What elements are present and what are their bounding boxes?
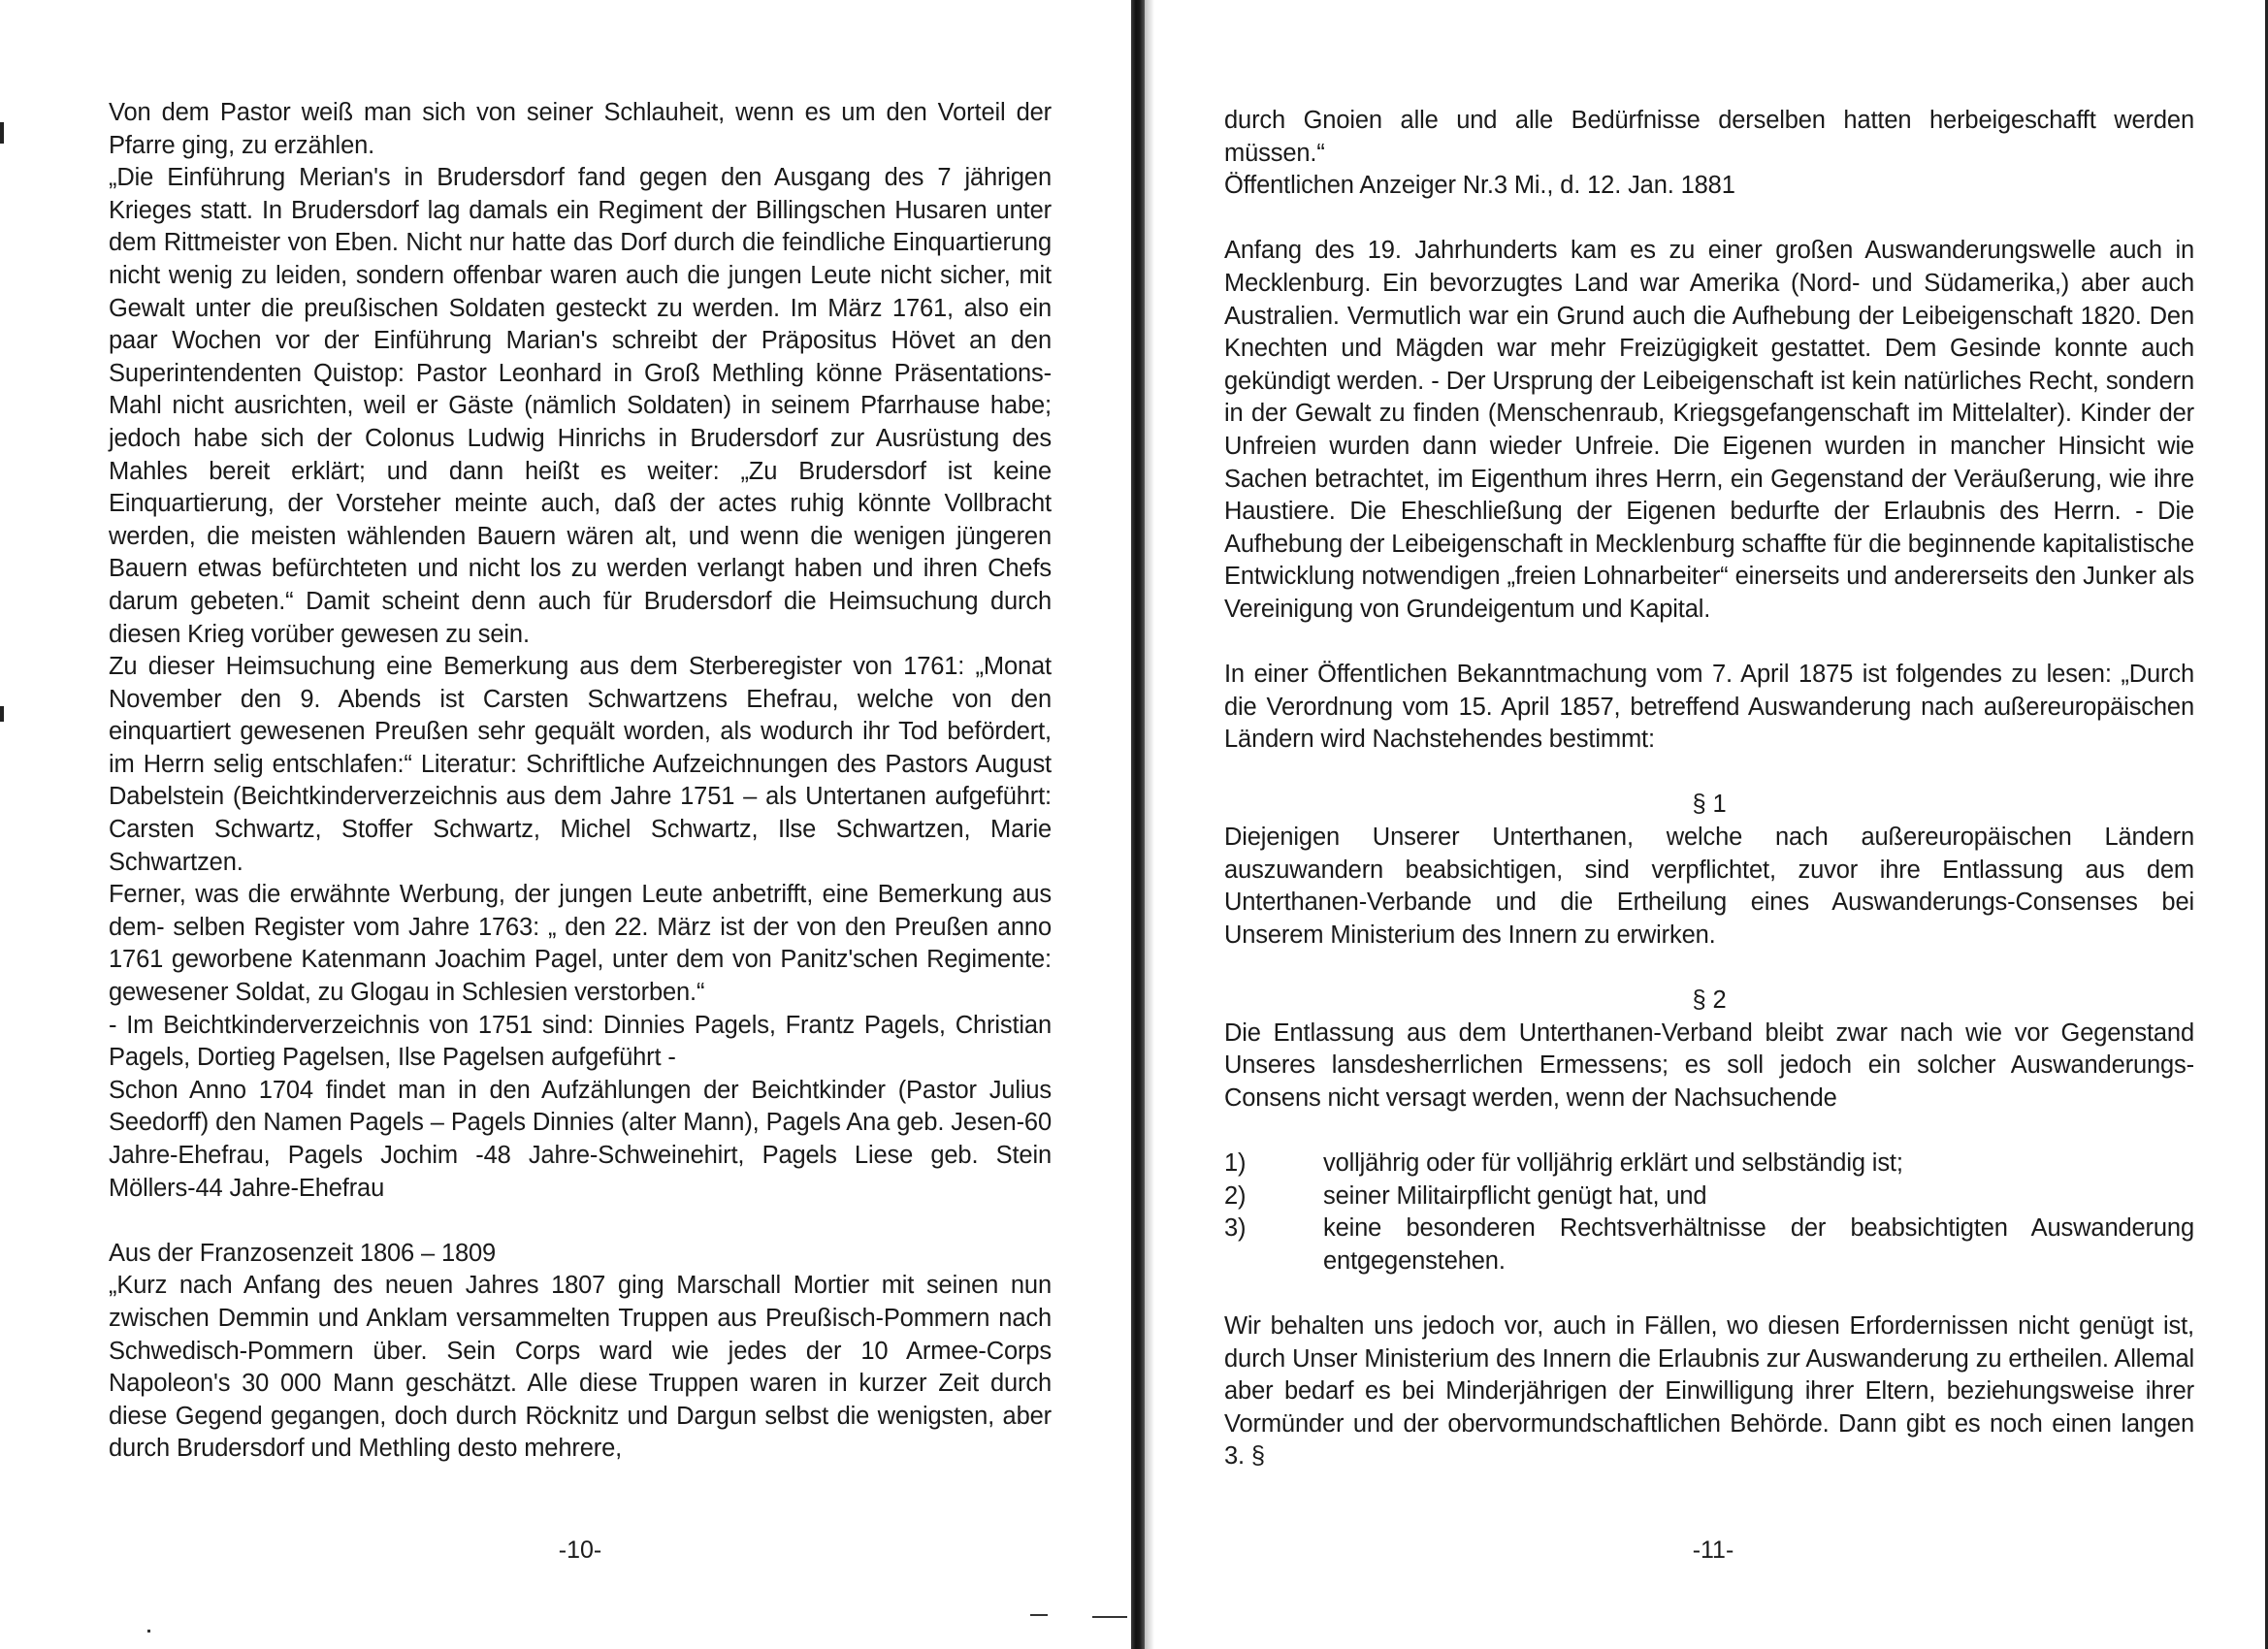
section-heading-franzosenzeit: Aus der Franzosenzeit 1806 – 1809 bbox=[109, 1239, 497, 1267]
condition-number: 2) bbox=[1224, 1181, 1247, 1210]
left-page bbox=[0, 0, 1133, 1649]
left-page-text bbox=[109, 97, 1052, 1466]
section-2-heading: § 2 bbox=[1692, 986, 1727, 1015]
spacer bbox=[1224, 1115, 2194, 1148]
scan-speck bbox=[1030, 1614, 1048, 1616]
scan-speck bbox=[147, 1630, 150, 1633]
page-number-left: -10- bbox=[558, 1536, 602, 1564]
spacer bbox=[1224, 1277, 2194, 1310]
source-citation: Öffentlichen Anzeiger Nr.3 Mi., d. 12. Jan. 1881 bbox=[1224, 172, 1735, 200]
paragraph-franzosenzeit: „Kurz nach Anfang des neuen Jahres 1807 ging Marschall Mortier mit seinen nun zwischen Demmin und Anklam versammelten Truppen aus Preußisch-Pommern nach Schwedisch-Pommern über. Sein Corps ward wie jedes der 10 Armee-Corps Napoleon's 30 000 Mann geschätzt. Alle diese Truppen waren in kurzer Zeit durch diese Gegend gegangen, doch durch Röcknitz und Dargun selbst die wenigsten, aber durch Brudersdorf und Methling desto mehrere, bbox=[109, 1272, 1052, 1463]
condition-text: keine besonderen Rechtsverhältnisse der beabsichtigten Auswanderung entgegenstehen. bbox=[1323, 1214, 2194, 1275]
condition-text: seiner Militairpflicht genügt hat, und bbox=[1323, 1181, 1707, 1210]
scan-mark bbox=[0, 122, 4, 144]
scan-speck bbox=[1092, 1616, 1127, 1618]
paragraph-beichtkinder-1751: - Im Beichtkinderverzeichnis von 1751 sind: Dinnies Pagels, Frantz Pagels, Christian Pagels, Dortieg Pagelsen, Ilse Pagelsen aufgeführt - bbox=[109, 1011, 1052, 1072]
condition-item bbox=[1224, 1148, 2194, 1180]
page-number-right: -11- bbox=[1692, 1536, 1734, 1564]
paragraph-bekanntmachung: In einer Öffentlichen Bekanntmachung vom 7. April 1875 ist folgendes zu lesen: „Durch die Verordnung vom 15. April 1857, betreffend Auswanderung nach außereuropäischen Ländern wird Nachstehendes bestimmt: bbox=[1224, 661, 2194, 754]
section-2-text: Die Entlassung aus dem Unterthanen-Verband bleibt zwar nach wie vor Gegenstand Unseres lansdesherrlichen Ermessens; es soll jedoch ein solcher Auswanderungs-Consens nicht versagt werden, wenn der Nachsuchende bbox=[1224, 1018, 2194, 1112]
section-1-heading: § 1 bbox=[1692, 791, 1727, 819]
spacer bbox=[1224, 203, 2194, 236]
paragraph-closing: Wir behalten uns jedoch vor, auch in Fällen, wo diesen Erfordernissen nicht genügt ist, durch Unser Ministerium des Innern die Erlaubnis zur Auswanderung zu ertheilen. Allemal aber bedarf es bei Minderjährigen der Einwilligung ihrer Eltern, beziehungsweise ihrer Vormünder und der obervormundschaftlichen Behörde. Dann gibt es noch einen langen 3. § bbox=[1224, 1311, 2194, 1471]
conditions-list bbox=[1224, 1148, 2194, 1277]
book-gutter bbox=[1131, 0, 1145, 1649]
condition-number: 1) bbox=[1224, 1149, 1247, 1177]
spacer bbox=[1224, 757, 2194, 790]
section-1-text: Diejenigen Unserer Unterthanen, welche nach außereuropäischen Ländern auszuwandern beabsichtigen, sind verpflichtet, zuvor ihre Entlassung aus dem Unterthanen-Verbande und die Ertheilung eines Auswanderungs-Consenses bei Unserem Ministerium des Innern zu erwirken. bbox=[1224, 824, 2194, 949]
condition-item bbox=[1224, 1212, 2194, 1277]
spacer bbox=[1224, 627, 2194, 660]
scan-mark bbox=[0, 706, 4, 722]
paragraph-continuation: durch Gnoien alle und alle Bedürfnisse derselben hatten herbeigeschafft werden müssen.“ bbox=[1224, 107, 2194, 167]
condition-item bbox=[1224, 1180, 2194, 1213]
paragraph-pastor: Von dem Pastor weiß man sich von seiner Schlauheit, wenn es um den Vorteil der Pfarre ging, zu erzählen. bbox=[109, 99, 1052, 159]
paragraph-auswanderung: Anfang des 19. Jahrhunderts kam es zu einer großen Auswanderungswelle auch in Mecklenburg. Ein bevorzugtes Land war Amerika (Nord- und Südamerika,) aber auch Australien. Vermutlich war ein Grund auch die Aufhebung der Leibeigenschaft 1820. Den Knechten und Mägden war mehr Freizügigkeit gestattet. Dem Gesinde konnte auch gekündigt werden. - Der Ursprung der Leibeigenschaft ist kein natürliches Recht, sondern in der Gewalt zu finden (Menschenraub, Kriegsgefangenschaft im Mittelalter). Kinder der Unfreien wurden dann wieder Unfreie. Die Eigenen wurden in mancher Hinsicht wie Sachen betrachtet, im Eigenthum ihres Herrn, ein Gegenstand der Veräußerung, wie ihre Haustiere. Die Eheschließung der Eigenen bedurfte der Erlaubnis des Herrn. - Die Aufhebung der Leibeigenschaft in Mecklenburg schaffte für die beginnende kapitalistische Entwicklung notwendigen „freien Lohnarbeiter“ einerseits und andererseits den Junker als Vereinigung von Grundeigentum und Kapital. bbox=[1224, 237, 2194, 623]
condition-number: 3) bbox=[1224, 1214, 1247, 1243]
paragraph-werbung: Ferner, was die erwähnte Werbung, der jungen Leute anbetrifft, eine Bemerkung aus dem- selben Register vom Jahre 1763: „ den 22. März ist der von den Preußen anno 1761 geworbene Katenmann Joachim Pagel, unter dem von Panitz'schen Regimente: gewesener Soldat, zu Glogau in Schlesien verstorben.“ bbox=[109, 881, 1052, 1007]
paragraph-merian: „Die Einführung Merian's in Brudersdorf fand gegen den Ausgang des 7 jährigen Krieges statt. In Brudersdorf lag damals ein Regiment der Billingschen Husaren unter dem Rittmeister von Eben. Nicht nur hatte das Dorf durch die feindliche Einquartierung nicht wenig zu leiden, sondern offenbar waren auch die jungen Leute nicht sicher, mit Gewalt unter die preußischen Soldaten gesteckt zu werden. Im März 1761, also ein paar Wochen vor der Einführung Marian's schreibt der Präpositus Hövet an den Superintendenten Quistop: Pastor Leonhard in Groß Methling könne Präsentations-Mahl nicht ausrichten, weil er Gäste (nämlich Soldaten) in seinem Pfarrhause habe; jedoch habe sich der Colonus Ludwig Hinrichs in Brudersdorf zur Ausrüstung des Mahles bereit erklärt; und dann heißt es weiter: „Zu Brudersdorf ist keine Einquartierung, der Vorsteher meinte auch, daß der actes ruhig könnte Vollbracht werden, die meisten wählenden Bauern wären alt, und wenn die wenigen jüngeren Bauern etwas befürchteten und nicht los zu werden verlangt haben und ihren Chefs darum gebeten.“ Damit scheint denn auch für Brudersdorf die Heimsuchung durch diesen Krieg vorüber gewesen zu sein. bbox=[109, 164, 1052, 648]
condition-text: volljährig oder für volljährig erklärt und selbständig ist; bbox=[1323, 1149, 1903, 1177]
right-page bbox=[1150, 0, 2268, 1649]
spacer bbox=[1224, 952, 2194, 985]
spacer bbox=[109, 1205, 1052, 1238]
paragraph-beichtkinder-1704: Schon Anno 1704 findet man in den Aufzählungen der Beichtkinder (Pastor Julius Seedorff) den Namen Pagels – Pagels Dinnies (alter Mann), Pagels Ana geb. Jesen-60 Jahre-Ehefrau, Pagels Jochim -48 Jahre-Schweinehirt, Pagels Liese geb. Stein Möllers-44 Jahre-Ehefrau bbox=[109, 1076, 1052, 1202]
paragraph-sterberegister: Zu dieser Heimsuchung eine Bemerkung aus dem Sterberegister von 1761: „Monat November den 9. Abends ist Carsten Schwartzens Ehefrau, welche von den einquartiert gewesenen Preußen sehr gequält worden, als wodurch ihr Tod befördert, im Herrn selig entschlafen:“ Literatur: Schriftliche Aufzeichnungen des Pastors August Dabelstein (Beichtkinderverzeichnis aus dem Jahre 1751 – als Untertanen aufgeführt: Carsten Schwartz, Stoffer Schwartz, Michel Schwartz, Ilse Schwartzen, Marie Schwartzen. bbox=[109, 653, 1052, 876]
right-page-text bbox=[1224, 105, 2194, 1473]
